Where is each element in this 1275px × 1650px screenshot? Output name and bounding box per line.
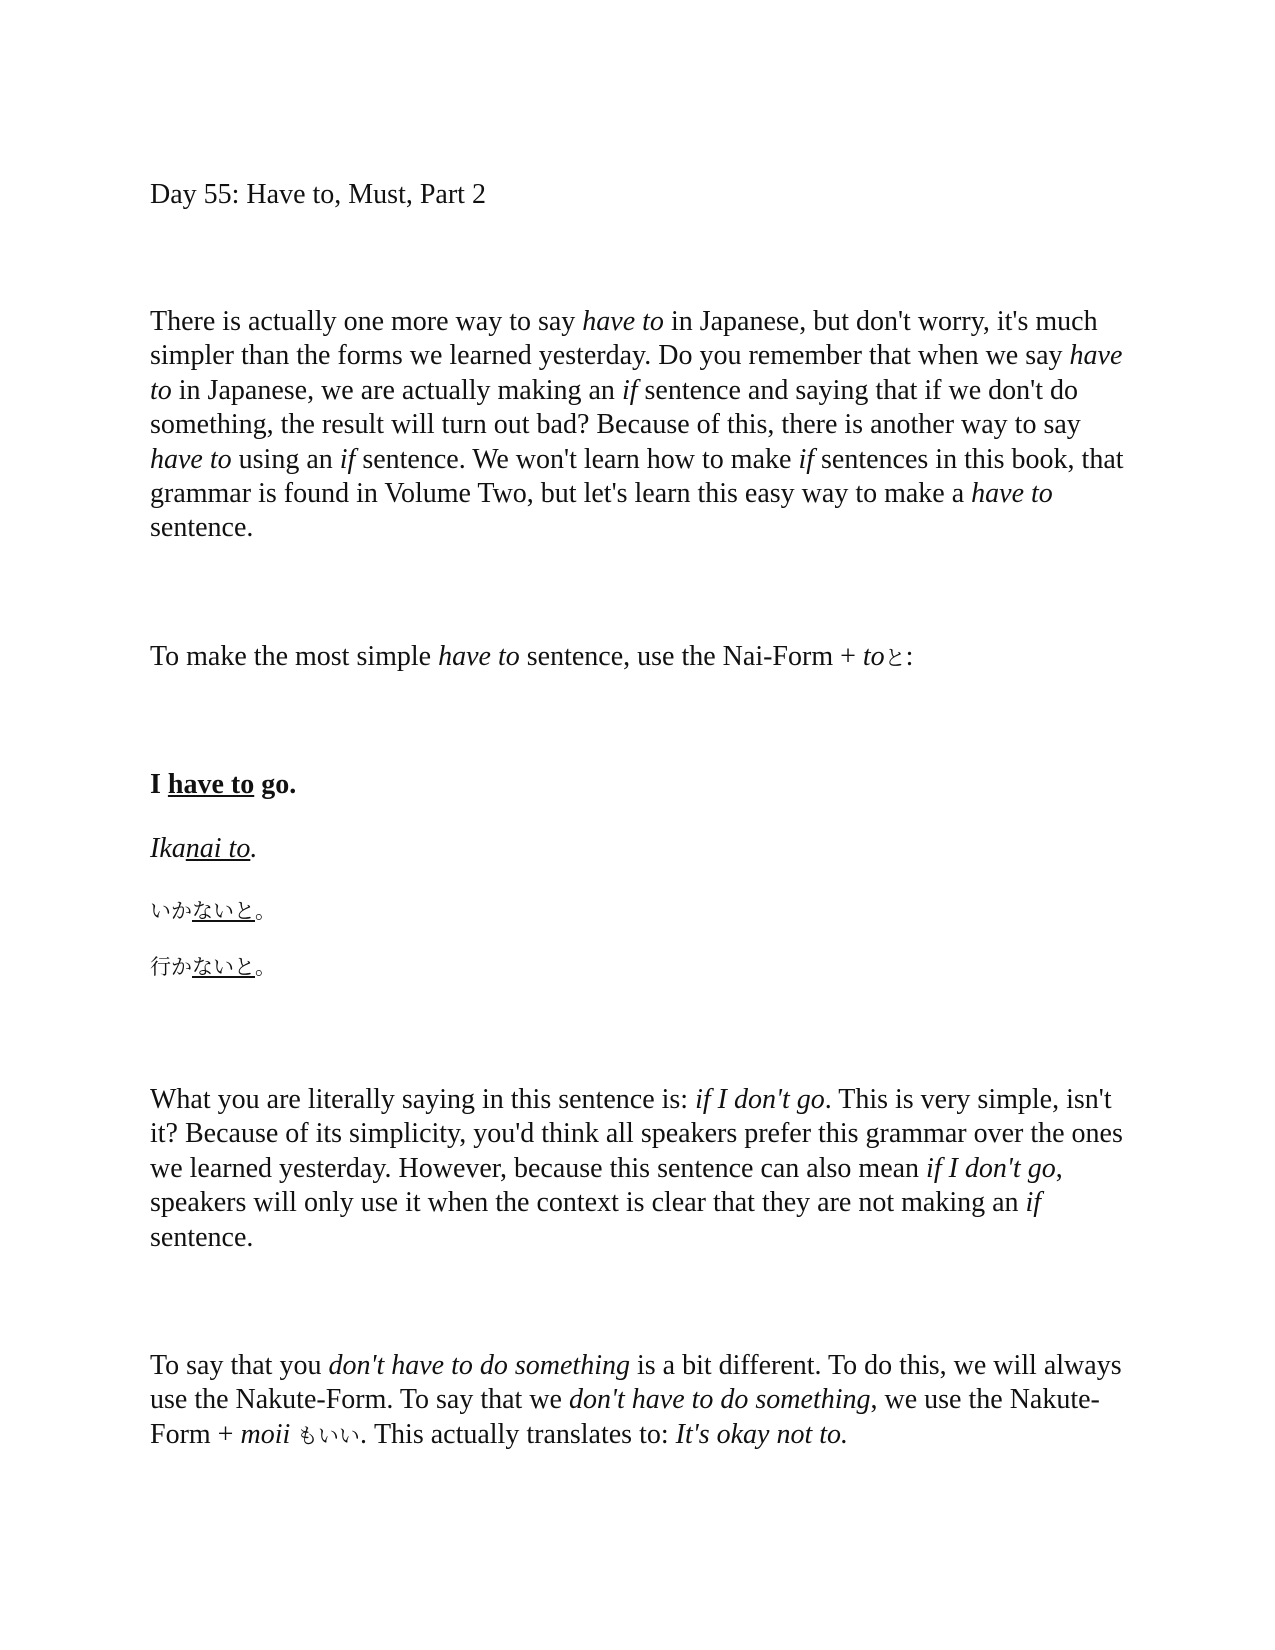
japanese-phrase: もいい [290,1423,360,1448]
italic-phrase: have to [150,443,232,475]
paragraph-negative [150,1349,1125,1453]
italic-phrase: have to [582,306,664,337]
paragraph-rule [150,640,1125,675]
text-span: : [905,641,914,672]
example-hiragana [150,897,1125,925]
text-span: sentence, use the Nai-Form + [519,641,863,672]
italic-phrase: if [621,374,638,406]
text-span: 行か [150,955,192,979]
text-span: using an [231,443,340,475]
underlined-phrase: ないと [192,899,255,923]
text-span: in Japanese, we are actually making an [171,374,622,406]
text-span: sentences in this book, that grammar is found in Volume Two, but let's learn this easy way to make a [150,443,1124,510]
page-title: Day 55: Have to, Must, Part 2 [150,179,486,210]
example-kanji [150,953,1125,981]
italic-phrase: if I don't go [926,1152,1056,1184]
text-span: What you are literally saying in this sentence is: [150,1084,696,1115]
text-span: 。 [255,899,276,923]
italic-phrase: to [862,641,885,672]
italic-phrase: if [1025,1187,1042,1219]
text-span: いか [150,899,192,923]
text-span: , we use the Nakute-Form + [150,1384,1100,1450]
text-span: , speakers will only use it when the context is clear that they are not making an [150,1152,1063,1219]
text-span: is a bit different. To do this, we will always use the Nakute-Form. To say that we [150,1350,1122,1416]
text-span: sentence and saying that if we don't do something, the result will turn out bad? Because of this, there is another way to say [150,374,1081,441]
text-span: To say that you [150,1350,329,1381]
italic-phrase: have to [438,641,520,672]
example-english [150,768,1125,802]
paragraph-explanation [150,1083,1125,1255]
text-span: Ika [150,833,186,864]
text-span: sentence. We won't learn how to make [355,443,799,475]
italic-phrase: have to [971,478,1053,510]
text-span: I [150,769,168,800]
text-span: go. [254,769,297,800]
italic-phrase: have to [150,340,1123,406]
italic-phrase: don't have to do something [328,1350,630,1381]
example-romaji [150,832,1125,866]
italic-phrase: if [339,443,356,475]
italic-phrase: moii [240,1418,291,1450]
text-span: in Japanese, but don't worry, it's much simpler than the forms we learned yesterday. Do you remember that when we say [150,306,1098,372]
italic-phrase: if [798,443,815,475]
text-span: sentence. [150,512,254,544]
italic-phrase: It's okay not to. [675,1418,849,1450]
text-span: . [250,833,258,864]
japanese-particle: と [884,646,906,670]
italic-phrase: if I don't go [695,1084,825,1115]
underlined-phrase: nai to [185,833,251,864]
text-span: . This actually translates to: [359,1418,676,1450]
italic-phrase: don't have to do something [569,1384,871,1416]
paragraph-intro [150,305,1125,546]
text-span: There is actually one more way to say [150,306,583,337]
underlined-phrase: ないと [192,955,255,979]
text-span: 。 [255,955,276,979]
text-span: sentence. [150,1221,254,1253]
text-span: . This is very simple, isn't it? Because of its simplicity, you'd think all speakers prefer this grammar over the ones we learned yesterday. However, because this sentence can also mean [150,1084,1123,1184]
underlined-phrase: have to [167,769,255,800]
text-span: To make the most simple [150,641,439,672]
